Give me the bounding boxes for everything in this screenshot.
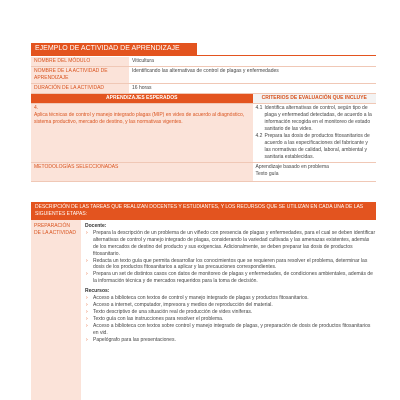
criterio-item: [256, 133, 374, 161]
preparacion-content: [85, 220, 376, 343]
title-divider: [31, 55, 376, 56]
list-item: › Redacta un texto guía que permita desarrollar los conocimientos que se requieren para resolver el problema, determinar las dosis de los productos fitosanitarios a aplicar y las precauciones correspondientes.: [85, 258, 376, 272]
tareas-header: DESCRIPCIÓN DE LAS TAREAS QUE REALIZAN DOCENTES Y ESTUDIANTES, Y LOS RECURSOS QUE SE UTILIZAN EN CADA UNA DE LAS SIGUIENTES ETAPAS:: [31, 202, 376, 220]
list-item: › Texto guía con las instrucciones para resolver el problema.: [85, 316, 376, 323]
modulo-row: [31, 57, 376, 67]
aprendizaje-row: [31, 104, 376, 163]
metodologias-row: [31, 163, 376, 182]
list-item: › Acceso a internet, computador, impresora y medios de reproducción del material.: [85, 302, 376, 309]
list-item: › Texto descriptivo de una situación real de producción de vides viníferas.: [85, 309, 376, 316]
metodologia-item: Aprendizaje basado en problema: [255, 164, 329, 170]
criterio-item: [256, 105, 374, 133]
docente-heading: Docente:: [85, 223, 107, 229]
actividad-row: [31, 67, 376, 84]
recursos-heading: Recursos:: [85, 288, 110, 295]
modulo-value: Viticultura: [129, 57, 376, 67]
aprendizaje-text: Aplica técnicas de control y manejo integrado plagas (MIP) en vides de acuerdo al diagnóstico, sistema productivo, mercado de destino, y las normativas vigentes.: [34, 112, 245, 125]
criterio-text: Prepara las dosis de productos fitosanitarios de acuerdo a las especificaciones del fabricante y las normativas de calidad, laboral, ambiental y sanitaria establecidas.: [264, 133, 370, 160]
actividad-label: NOMBRE DE LA ACTIVIDAD DE APRENDIZAJE: [31, 67, 129, 84]
page-title: EJEMPLO DE ACTIVIDAD DE APRENDIZAJE: [31, 43, 197, 55]
list-item: › Prepara un set de distintos casos con datos de monitoreo de plagas y enfermedades, de condiciones ambientales, además de la información técnica y de mercados requeridos para la toma de decisión.: [85, 271, 376, 285]
metodologia-item: Texto guía: [255, 171, 279, 177]
list-item: › Prepara la descripción de un problema de un viñedo con presencia de plagas y enfermedades, para el cual se deben identificar alternativas de control y manejo integrado de plagas, considerando la variedad cultivada y las amenazas existentes, además de los mercados de destino del producto y sus exigencias. Adicionalmente, se deben preparar las dosis de productos fitosanitario.: [85, 230, 376, 258]
list-item: › Acceso a biblioteca con textos sobre control y manejo integrado de plagas, y preparación de dosis de productos fitosanitarios en vid.: [85, 323, 376, 337]
criterio-number: 4.1: [255, 105, 263, 111]
docente-list: [85, 230, 376, 285]
duracion-label: DURACIÓN DE LA ACTIVIDAD: [31, 84, 129, 94]
criterios-cell: [253, 104, 377, 163]
aprendizaje-number: 4.: [34, 105, 39, 111]
recursos-list: [85, 295, 376, 343]
criterios-header: CRITERIOS DE EVALUACIÓN QUE INCLUYE: [253, 94, 377, 104]
actividad-value: Identificando las alternativas de control de plagas y enfermedades: [129, 67, 376, 84]
aprendizaje-cell: [31, 104, 253, 163]
metodologias-label: METODOLOGÍAS SELECCIONADAS: [31, 163, 253, 182]
list-item: › Acceso a biblioteca con textos de control y manejo integrado de plagas y productos fitosanitarios.: [85, 295, 376, 302]
list-item: › Papelógrafo para las presentaciones.: [85, 337, 376, 344]
criterio-text: Identifica alternativas de control, según tipo de plaga y enfermedad detectadas, de acuerdo a la información recogida en el monitoreo de estado sanitario de las vides.: [264, 105, 372, 132]
metodologias-cell: [253, 163, 377, 182]
section-headers-row: [31, 94, 376, 104]
aprendizajes-header: APRENDIZAJES ESPERADOS: [31, 94, 253, 104]
criterio-number: 4.2: [255, 133, 263, 139]
tareas-body: [31, 220, 376, 400]
duracion-row: [31, 84, 376, 94]
activity-info-table: [31, 57, 376, 182]
duracion-value: 16 horas: [129, 84, 376, 94]
modulo-label: NOMBRE DEL MÓDULO: [31, 57, 129, 67]
preparacion-label: PREPARACIÓN DE LA ACTIVIDAD: [31, 220, 81, 400]
